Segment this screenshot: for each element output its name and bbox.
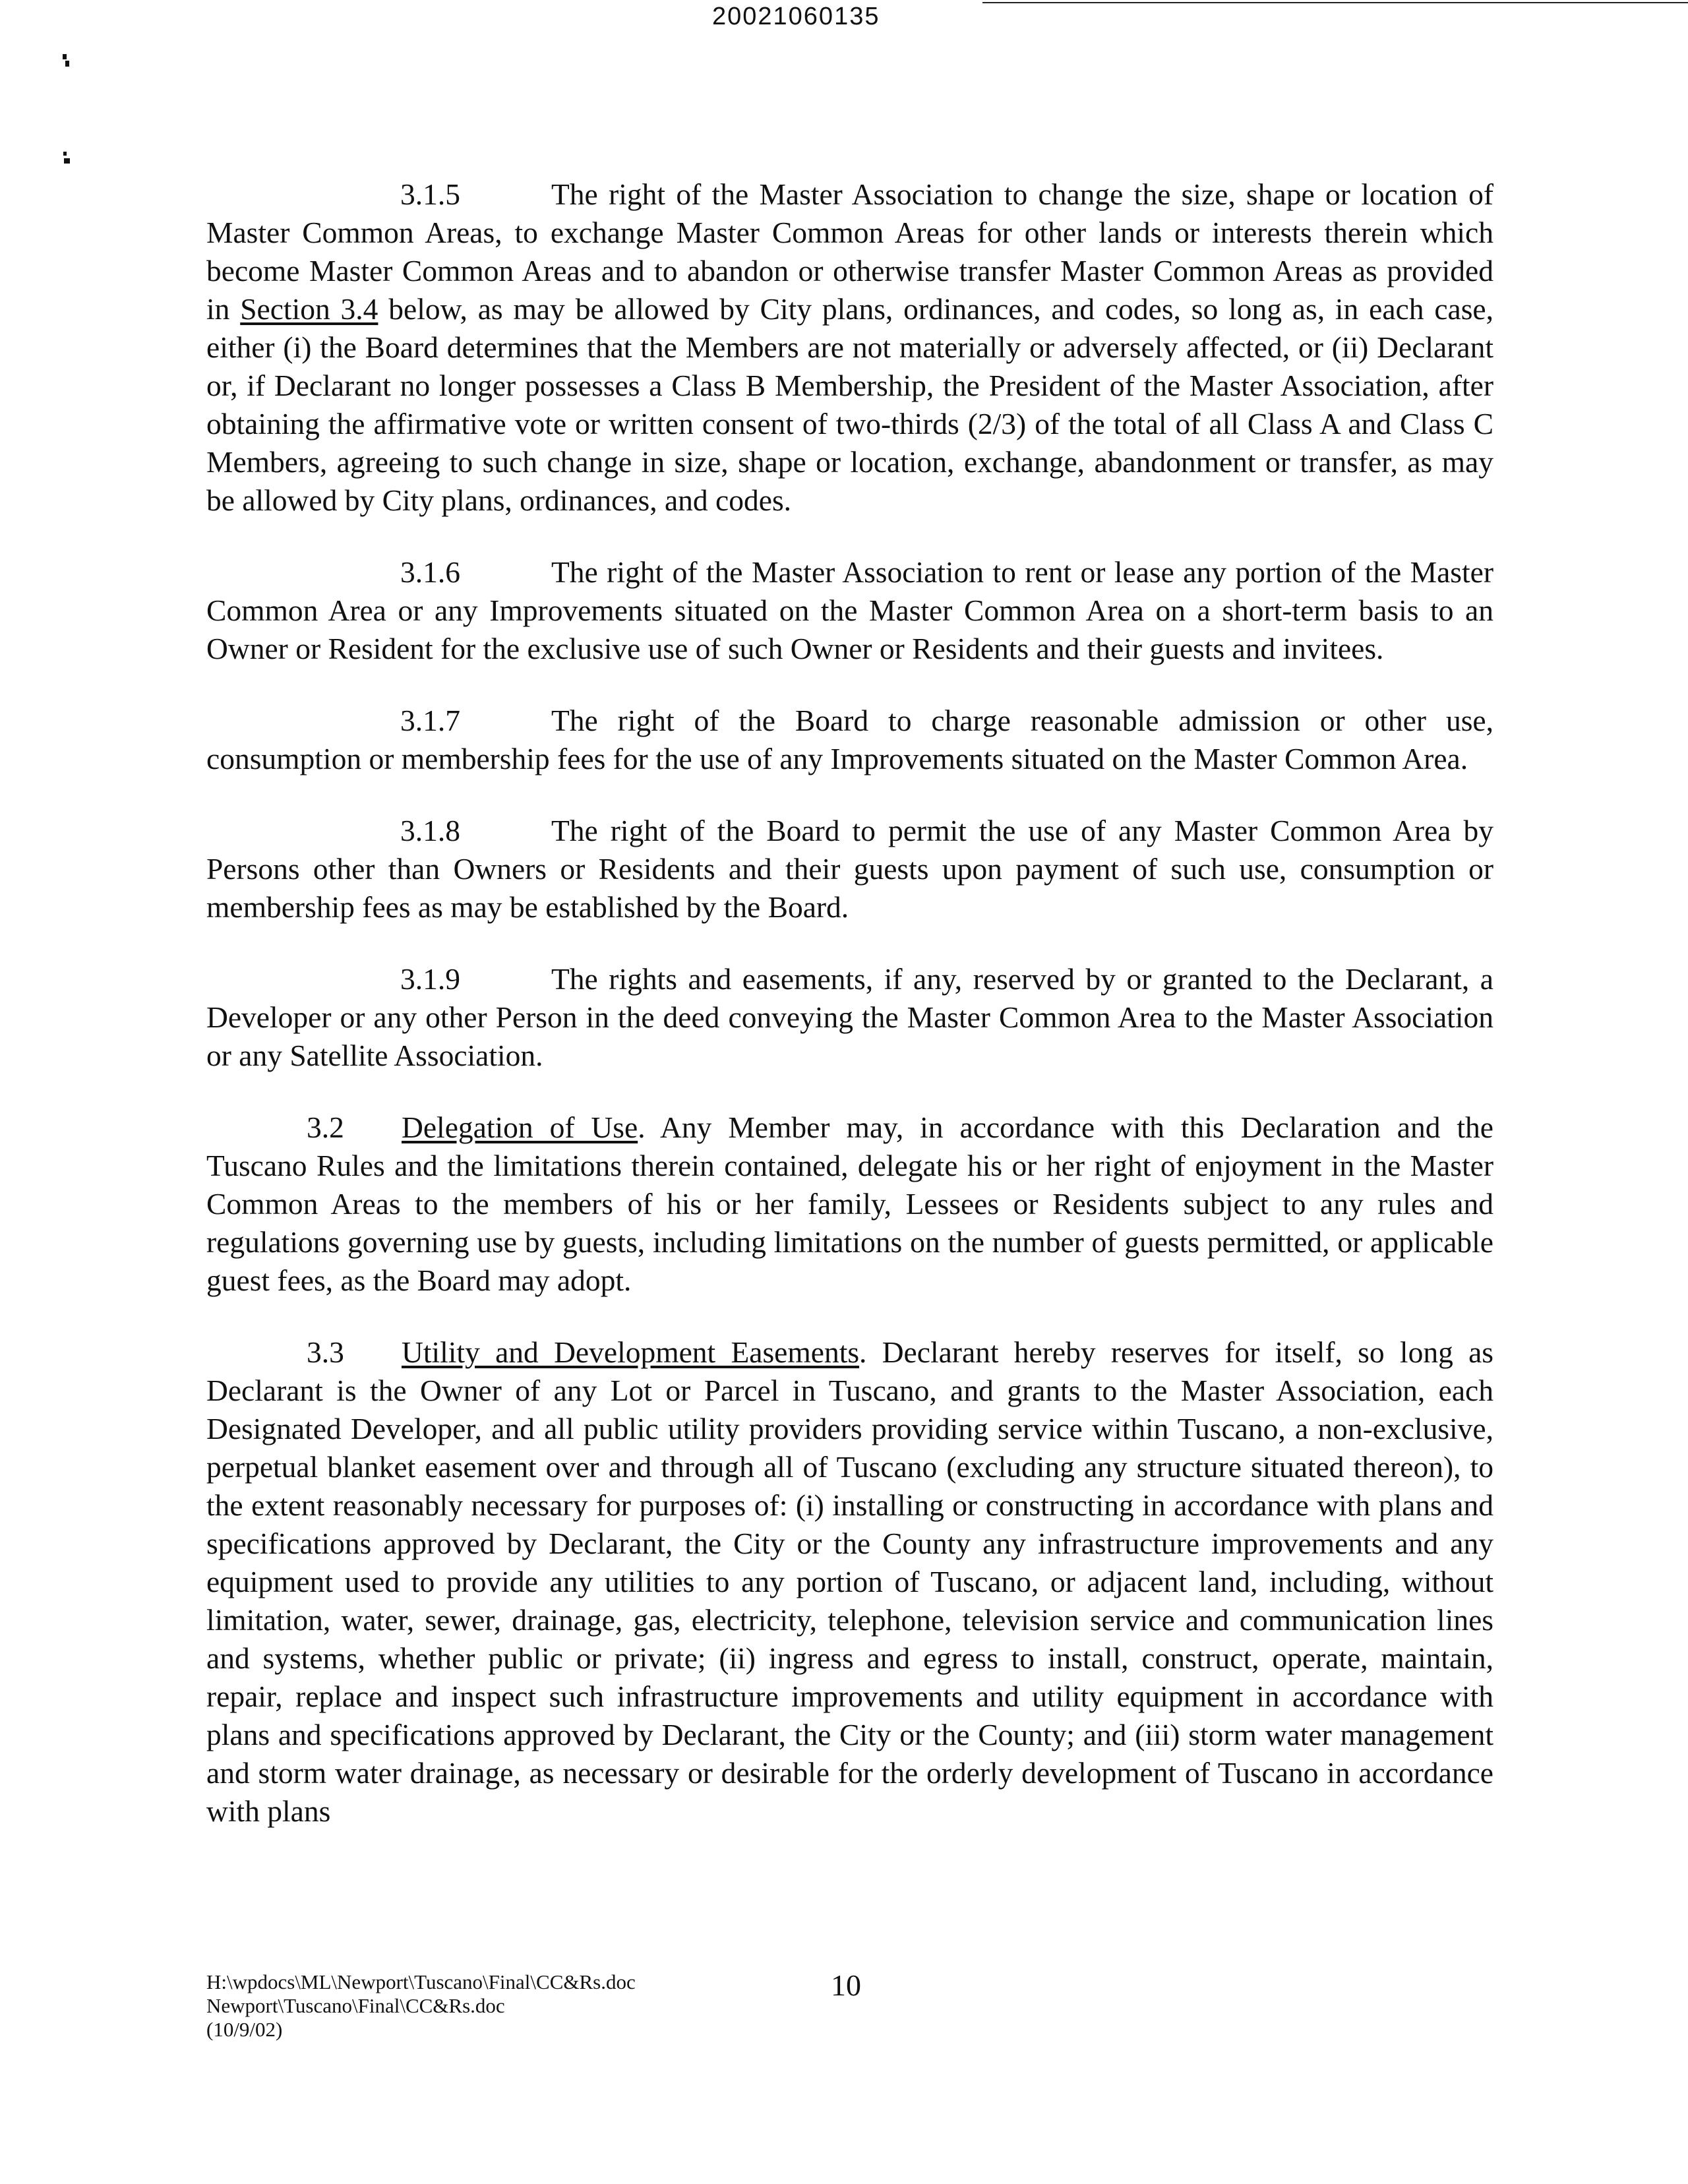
document-body bbox=[206, 175, 1493, 1831]
footer-date: (10/9/02) bbox=[206, 2018, 283, 2041]
section-text: The rights and easements, if any, reserved by or granted to the Declarant, a Developer or any other Person in the deed conveying the Master Common Area to the Master Association or any Satellite Association. bbox=[206, 962, 1493, 1072]
section-text-continued: below, as may be allowed by City plans, ordinances, and codes, so long as, in each case, either (i) the Board determines that the Members are not materially or adversely affected, or (ii) Declarant or, if Declarant no longer possesses a Class B Membership, the President of the Master Association, after obtaining the affirmative vote or written consent of two-thirds (2/3) of the total of all Class A and Class C Members, agreeing to such change in size, shape or location, exchange, abandonment or transfer, as may be allowed by City plans, ordinances, and codes. bbox=[206, 292, 1493, 517]
section-reference-link: Section 3.4 bbox=[240, 292, 378, 326]
footer-file-path bbox=[206, 1970, 636, 2042]
section-text: The right of the Master Association to change the size, shape or location of Master Common Areas, to exchange Master Common Areas for other lands or interests therein which become Master Common Areas and to abandon or otherwise transfer Master Common Areas as provided in bbox=[206, 177, 1493, 326]
section-text: The right of the Master Association to rent or lease any portion of the Master Common Area or any Improvements situated on the Master Common Area on a short-term basis to an Owner or Resident for the exclusive use of such Owner or Residents and their guests and invitees. bbox=[206, 555, 1493, 665]
section-3-1-5 bbox=[206, 175, 1493, 520]
footer-path-line-2: Newport\Tuscano\Final\CC&Rs.doc bbox=[206, 1994, 505, 2017]
section-text: . Declarant hereby reserves for itself, so long as Declarant is the Owner of any Lot or Parcel in Tuscano, and grants to the Master Association, each Designated Developer, and all public utility providers providing service within Tuscano, a non-exclusive, perpetual blanket easement over and through all of Tuscano (excluding any structure situated thereon), to the extent reasonably necessary for purposes of: (i) installing or constructing in accordance with plans and specifications approved by Declarant, the City or the County any infrastructure improvements and any equipment used to provide any utilities to any portion of Tuscano, or adjacent land, including, without limitation, water, sewer, drainage, gas, electricity, telephone, television service and communication lines and systems, whether public or private; (ii) ingress and egress to install, construct, operate, maintain, repair, replace and inspect such infrastructure improvements and utility equipment in accordance with plans and specifications approved by Declarant, the City or the County; and (iii) storm water management and storm water drainage, as necessary or desirable for the orderly development of Tuscano in accordance with plans bbox=[206, 1335, 1493, 1828]
section-text: The right of the Board to charge reasonable admission or other use, consumption or membership fees for the use of any Improvements situated on the Master Common Area. bbox=[206, 704, 1493, 775]
section-number: 3.1.8 bbox=[400, 814, 460, 847]
section-number: 3.2 bbox=[307, 1110, 344, 1144]
section-title: Utility and Development Easements bbox=[402, 1335, 860, 1369]
page-number: 10 bbox=[831, 1968, 861, 2002]
scan-speck bbox=[63, 54, 67, 59]
section-3-1-9 bbox=[206, 960, 1493, 1075]
scan-speck bbox=[63, 152, 67, 156]
document-number: 20021060135 bbox=[712, 3, 880, 30]
section-number: 3.1.6 bbox=[400, 555, 460, 589]
section-text: . Any Member may, in accordance with this Declaration and the Tuscano Rules and the limitations therein contained, delegate his or her right of enjoyment in the Master Common Areas to the members of his or her family, Lessees or Residents subject to any rules and regulations governing use by guests, including limitations on the number of guests permitted, or applicable guest fees, as the Board may adopt. bbox=[206, 1110, 1493, 1297]
section-number: 3.3 bbox=[307, 1335, 344, 1369]
section-number: 3.1.5 bbox=[400, 177, 460, 211]
section-3-1-7 bbox=[206, 702, 1493, 778]
section-number: 3.1.7 bbox=[400, 704, 460, 737]
section-3-3 bbox=[206, 1333, 1493, 1831]
section-title: Delegation of Use bbox=[402, 1110, 638, 1144]
scan-speck bbox=[64, 158, 70, 164]
section-number: 3.1.9 bbox=[400, 962, 460, 996]
footer-path-line-1: H:\wpdocs\ML\Newport\Tuscano\Final\CC&Rs.doc bbox=[206, 1970, 636, 1993]
section-3-1-6 bbox=[206, 553, 1493, 668]
section-3-2 bbox=[206, 1108, 1493, 1300]
scan-speck bbox=[65, 61, 69, 67]
section-text: The right of the Board to permit the use of any Master Common Area by Persons other than Owners or Residents and their guests upon payment of such use, consumption or membership fees as may be established by the Board. bbox=[206, 814, 1493, 924]
header-rule bbox=[982, 2, 1688, 3]
section-3-1-8 bbox=[206, 812, 1493, 926]
